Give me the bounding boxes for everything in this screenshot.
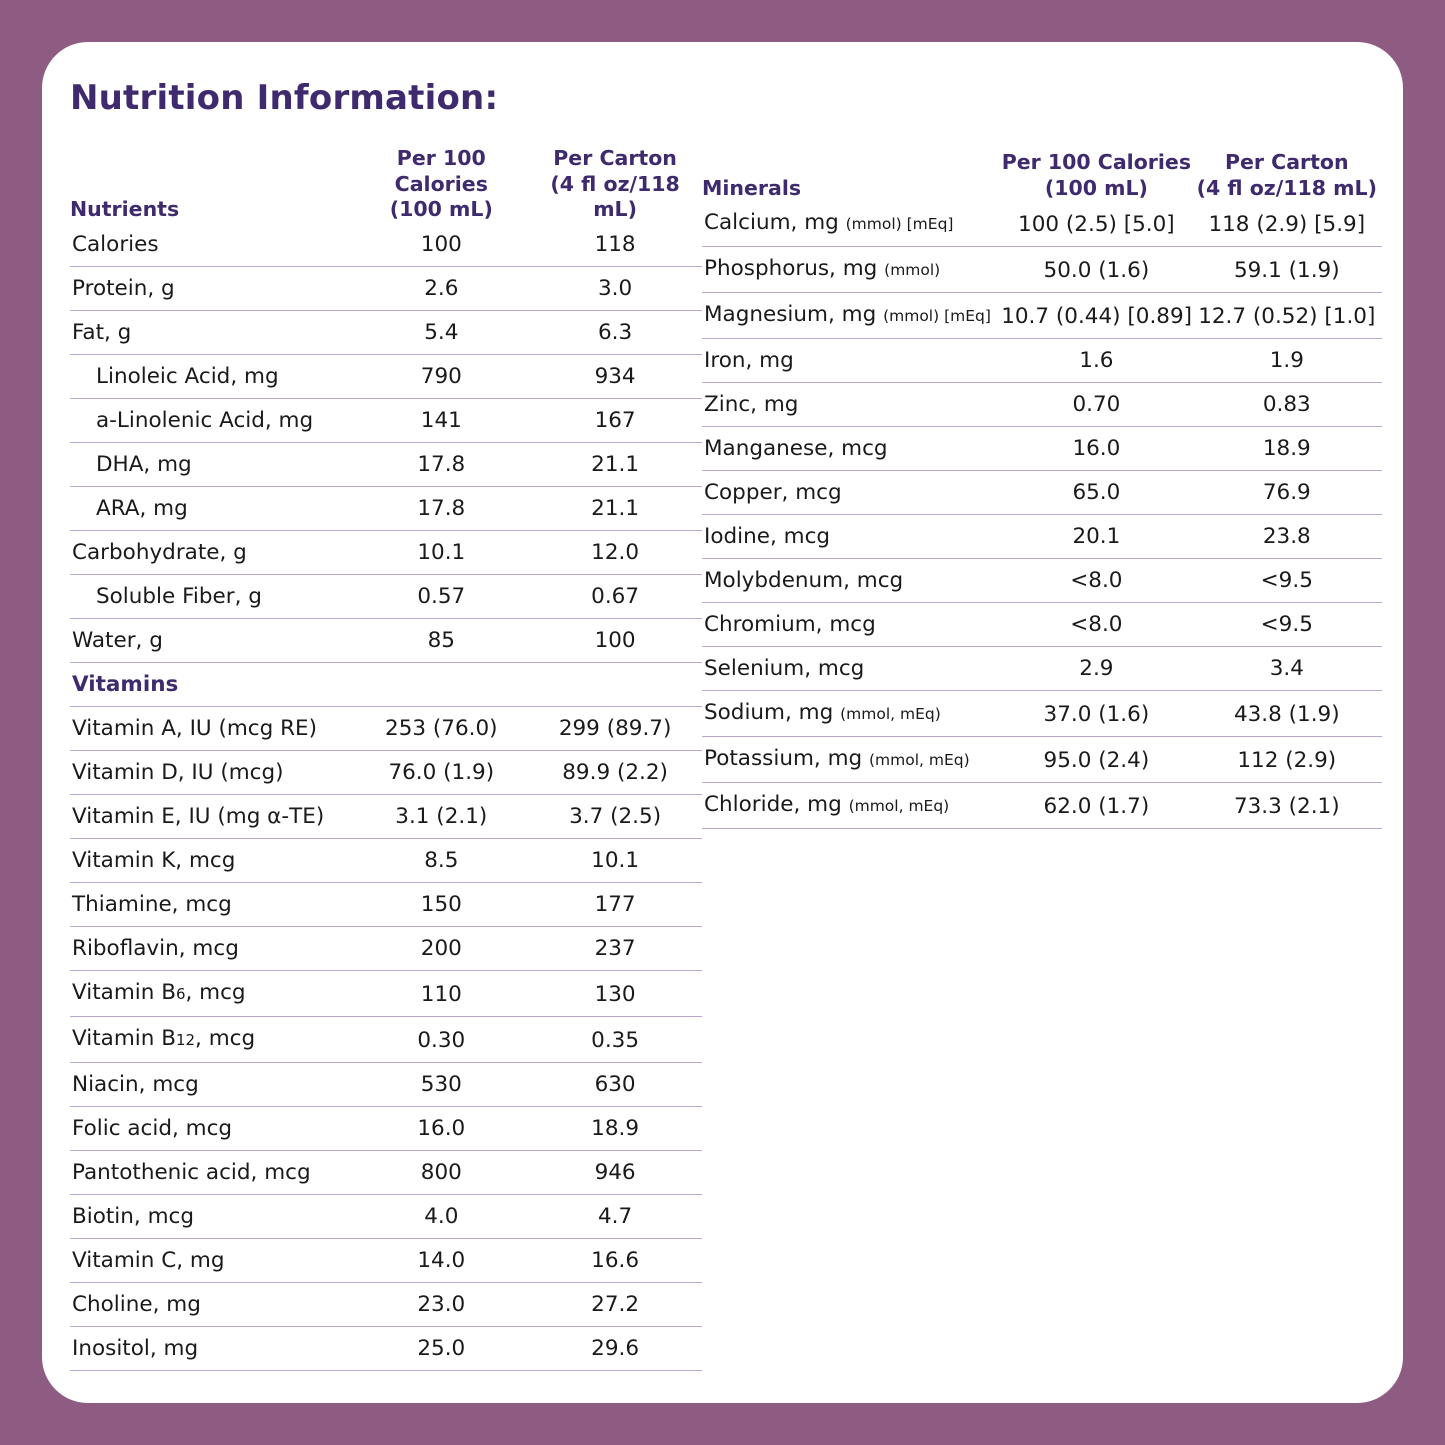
nutrients-table-container bbox=[70, 146, 702, 1371]
row-label: Sodium, mg (mmol, mEq) bbox=[702, 691, 1001, 737]
row-value-per-100-calories: 2.9 bbox=[1001, 647, 1191, 691]
row-label: Calories bbox=[70, 223, 354, 267]
row-label: Potassium, mg (mmol, mEq) bbox=[702, 737, 1001, 783]
table-row bbox=[70, 223, 702, 267]
row-value-per-carton: 118 bbox=[528, 223, 702, 267]
table-row bbox=[70, 1016, 702, 1062]
row-value-per-100-calories: 2.6 bbox=[354, 266, 528, 310]
row-value-per-carton: 6.3 bbox=[528, 310, 702, 354]
row-value-per-100-calories: 4.0 bbox=[354, 1194, 528, 1238]
table-row bbox=[702, 471, 1382, 515]
row-label: Thiamine, mcg bbox=[70, 882, 354, 926]
table-row bbox=[70, 706, 702, 750]
table-row bbox=[70, 398, 702, 442]
row-label: Vitamin D, IU (mcg) bbox=[70, 750, 354, 794]
table-row bbox=[702, 647, 1382, 691]
row-value-per-carton: 167 bbox=[528, 398, 702, 442]
row-label: Inositol, mg bbox=[70, 1326, 354, 1370]
row-value-per-carton: 946 bbox=[528, 1150, 702, 1194]
table-row bbox=[70, 486, 702, 530]
table-row bbox=[702, 737, 1382, 783]
row-value-per-carton: 21.1 bbox=[528, 442, 702, 486]
row-label: Riboflavin, mcg bbox=[70, 926, 354, 970]
table-header-row bbox=[70, 146, 702, 223]
row-label: Vitamin B12, mcg bbox=[70, 1016, 354, 1062]
header-per100-line1: Per 100 Calories bbox=[1001, 150, 1192, 174]
row-value-per-100-calories: 200 bbox=[354, 926, 528, 970]
table-row bbox=[70, 1282, 702, 1326]
table-row bbox=[70, 1062, 702, 1106]
row-value-per-100-calories: 16.0 bbox=[354, 1106, 528, 1150]
row-label: Fat, g bbox=[70, 310, 354, 354]
row-label: Molybdenum, mcg bbox=[702, 559, 1001, 603]
row-value-per-100-calories: 17.8 bbox=[354, 442, 528, 486]
row-label: Selenium, mcg bbox=[702, 647, 1001, 691]
row-value-per-carton: 89.9 (2.2) bbox=[528, 750, 702, 794]
section-label: Vitamins bbox=[70, 662, 354, 706]
table-row bbox=[702, 427, 1382, 471]
table-row bbox=[70, 266, 702, 310]
table-row bbox=[702, 783, 1382, 829]
row-value-per-carton: 100 bbox=[528, 618, 702, 662]
row-value-per-100-calories: 800 bbox=[354, 1150, 528, 1194]
row-label: Choline, mg bbox=[70, 1282, 354, 1326]
header-per100-line1: Per 100 Calories bbox=[394, 146, 488, 196]
table-row bbox=[702, 383, 1382, 427]
row-value-per-100-calories: 790 bbox=[354, 354, 528, 398]
row-value-per-100-calories: 17.8 bbox=[354, 486, 528, 530]
row-label: Magnesium, mg (mmol) [mEq] bbox=[702, 293, 1001, 339]
row-value-per-100-calories: 10.1 bbox=[354, 530, 528, 574]
section-header-vitamins bbox=[70, 662, 702, 706]
row-value-per-100-calories: 20.1 bbox=[1001, 515, 1191, 559]
row-value-per-carton: 16.6 bbox=[528, 1238, 702, 1282]
row-value-per-100-calories: 37.0 (1.6) bbox=[1001, 691, 1191, 737]
row-value-per-carton: 130 bbox=[528, 970, 702, 1016]
row-label: DHA, mg bbox=[70, 442, 354, 486]
row-value-per-carton: 0.67 bbox=[528, 574, 702, 618]
table-row bbox=[70, 838, 702, 882]
row-value-per-carton: <9.5 bbox=[1192, 603, 1382, 647]
row-value-per-100-calories: 95.0 (2.4) bbox=[1001, 737, 1191, 783]
row-value-per-100-calories: 0.30 bbox=[354, 1016, 528, 1062]
table-row bbox=[70, 442, 702, 486]
row-value-per-100-calories: 5.4 bbox=[354, 310, 528, 354]
table-header-row bbox=[702, 150, 1382, 201]
row-value-per-carton: 3.0 bbox=[528, 266, 702, 310]
minerals-header-carton bbox=[1192, 150, 1382, 201]
header-carton-line2: (4 fl oz/118 mL) bbox=[1196, 175, 1377, 200]
row-value-per-carton: 18.9 bbox=[1192, 427, 1382, 471]
row-value-per-100-calories: 110 bbox=[354, 970, 528, 1016]
row-value-per-100-calories: 100 (2.5) [5.0] bbox=[1001, 201, 1191, 247]
row-value-per-100-calories: 0.57 bbox=[354, 574, 528, 618]
minerals-table bbox=[702, 150, 1382, 829]
table-row bbox=[702, 201, 1382, 247]
row-value-per-100-calories: 141 bbox=[354, 398, 528, 442]
row-value-per-carton: 76.9 bbox=[1192, 471, 1382, 515]
table-row bbox=[70, 530, 702, 574]
row-value-per-carton: 1.9 bbox=[1192, 339, 1382, 383]
nutrients-table bbox=[70, 146, 702, 1371]
row-label: Chromium, mcg bbox=[702, 603, 1001, 647]
row-label: Phosphorus, mg (mmol) bbox=[702, 247, 1001, 293]
row-value-per-100-calories: 14.0 bbox=[354, 1238, 528, 1282]
row-value-per-100-calories: 8.5 bbox=[354, 838, 528, 882]
row-label: Iodine, mcg bbox=[702, 515, 1001, 559]
row-label: Linoleic Acid, mg bbox=[70, 354, 354, 398]
row-label: Vitamin E, IU (mg α-TE) bbox=[70, 794, 354, 838]
row-label: Water, g bbox=[70, 618, 354, 662]
row-value-per-100-calories: <8.0 bbox=[1001, 603, 1191, 647]
table-row bbox=[70, 574, 702, 618]
table-row bbox=[70, 882, 702, 926]
row-value-per-100-calories: 23.0 bbox=[354, 1282, 528, 1326]
row-value-per-carton: 177 bbox=[528, 882, 702, 926]
row-label: Vitamin B6, mcg bbox=[70, 970, 354, 1016]
table-row bbox=[70, 1150, 702, 1194]
table-row bbox=[702, 559, 1382, 603]
nutrients-header-label: Nutrients bbox=[70, 197, 180, 222]
row-value-per-100-calories: 0.70 bbox=[1001, 383, 1191, 427]
row-value-per-carton: 0.35 bbox=[528, 1016, 702, 1062]
table-row bbox=[702, 339, 1382, 383]
nutrition-card bbox=[42, 42, 1403, 1403]
row-label: ARA, mg bbox=[70, 486, 354, 530]
row-value-per-carton: 21.1 bbox=[528, 486, 702, 530]
minerals-header-per100 bbox=[1001, 150, 1191, 201]
row-label: Iron, mg bbox=[702, 339, 1001, 383]
row-label: Pantothenic acid, mcg bbox=[70, 1150, 354, 1194]
table-row bbox=[70, 970, 702, 1016]
row-value-per-carton: 299 (89.7) bbox=[528, 706, 702, 750]
row-value-per-carton: 29.6 bbox=[528, 1326, 702, 1370]
table-row bbox=[702, 691, 1382, 737]
row-value-per-carton: 118 (2.9) [5.9] bbox=[1192, 201, 1382, 247]
row-value-per-100-calories: 3.1 (2.1) bbox=[354, 794, 528, 838]
minerals-table-container bbox=[702, 150, 1382, 829]
header-carton-line1: Per Carton bbox=[1224, 150, 1349, 174]
row-label: Biotin, mcg bbox=[70, 1194, 354, 1238]
row-label: Chloride, mg (mmol, mEq) bbox=[702, 783, 1001, 829]
row-label: Carbohydrate, g bbox=[70, 530, 354, 574]
table-row bbox=[702, 515, 1382, 559]
header-carton-line2: (4 fl oz/118 mL) bbox=[550, 171, 680, 222]
table-row bbox=[70, 750, 702, 794]
row-value-per-100-calories: 50.0 (1.6) bbox=[1001, 247, 1191, 293]
row-value-per-carton: 112 (2.9) bbox=[1192, 737, 1382, 783]
row-value-per-100-calories: 10.7 (0.44) [0.89] bbox=[1001, 293, 1191, 339]
row-value-per-carton: 27.2 bbox=[528, 1282, 702, 1326]
table-row bbox=[702, 293, 1382, 339]
row-value-per-100-calories: 85 bbox=[354, 618, 528, 662]
row-value-per-carton: 59.1 (1.9) bbox=[1192, 247, 1382, 293]
row-value-per-carton: 43.8 (1.9) bbox=[1192, 691, 1382, 737]
table-row bbox=[70, 794, 702, 838]
row-label: Soluble Fiber, g bbox=[70, 574, 354, 618]
row-value-per-carton: 630 bbox=[528, 1062, 702, 1106]
nutrients-header-carton bbox=[528, 146, 702, 223]
row-value-per-carton: 3.7 (2.5) bbox=[528, 794, 702, 838]
row-value-per-100-calories: 150 bbox=[354, 882, 528, 926]
row-value-per-carton: 73.3 (2.1) bbox=[1192, 783, 1382, 829]
table-row bbox=[70, 310, 702, 354]
row-label: Protein, g bbox=[70, 266, 354, 310]
table-row bbox=[70, 1106, 702, 1150]
row-value-per-carton: 12.7 (0.52) [1.0] bbox=[1192, 293, 1382, 339]
row-value-per-100-calories: 76.0 (1.9) bbox=[354, 750, 528, 794]
table-row bbox=[702, 247, 1382, 293]
table-row bbox=[70, 354, 702, 398]
header-carton-line1: Per Carton bbox=[553, 146, 677, 170]
row-value-per-100-calories: 25.0 bbox=[354, 1326, 528, 1370]
header-per100-line2: (100 mL) bbox=[389, 197, 493, 222]
row-label: a-Linolenic Acid, mg bbox=[70, 398, 354, 442]
row-label: Copper, mcg bbox=[702, 471, 1001, 515]
table-row bbox=[70, 1326, 702, 1370]
row-value-per-carton: <9.5 bbox=[1192, 559, 1382, 603]
table-row bbox=[702, 603, 1382, 647]
row-value-per-carton: 934 bbox=[528, 354, 702, 398]
minerals-header-label: Minerals bbox=[702, 175, 802, 200]
row-value-per-100-calories: 1.6 bbox=[1001, 339, 1191, 383]
row-label: Folic acid, mcg bbox=[70, 1106, 354, 1150]
row-label: Manganese, mcg bbox=[702, 427, 1001, 471]
row-value-per-carton: 4.7 bbox=[528, 1194, 702, 1238]
row-value-per-100-calories: 16.0 bbox=[1001, 427, 1191, 471]
row-label: Vitamin C, mg bbox=[70, 1238, 354, 1282]
row-value-per-carton: 18.9 bbox=[528, 1106, 702, 1150]
table-row bbox=[70, 926, 702, 970]
row-value-per-100-calories: 253 (76.0) bbox=[354, 706, 528, 750]
row-label: Calcium, mg (mmol) [mEq] bbox=[702, 201, 1001, 247]
row-value-per-100-calories: 100 bbox=[354, 223, 528, 267]
nutrients-header-per100 bbox=[354, 146, 528, 223]
row-value-per-100-calories: 62.0 (1.7) bbox=[1001, 783, 1191, 829]
header-per100-line2: (100 mL) bbox=[1044, 175, 1148, 200]
row-value-per-100-calories: 530 bbox=[354, 1062, 528, 1106]
row-value-per-carton: 237 bbox=[528, 926, 702, 970]
row-value-per-100-calories: 65.0 bbox=[1001, 471, 1191, 515]
row-value-per-carton: 23.8 bbox=[1192, 515, 1382, 559]
row-value-per-carton: 0.83 bbox=[1192, 383, 1382, 427]
row-label: Zinc, mg bbox=[702, 383, 1001, 427]
table-row bbox=[70, 618, 702, 662]
page-title: Nutrition Information: bbox=[70, 78, 499, 118]
row-label: Niacin, mcg bbox=[70, 1062, 354, 1106]
row-value-per-carton: 3.4 bbox=[1192, 647, 1382, 691]
row-value-per-carton: 12.0 bbox=[528, 530, 702, 574]
row-label: Vitamin A, IU (mcg RE) bbox=[70, 706, 354, 750]
row-value-per-100-calories: <8.0 bbox=[1001, 559, 1191, 603]
row-label: Vitamin K, mcg bbox=[70, 838, 354, 882]
table-row bbox=[70, 1238, 702, 1282]
row-value-per-carton: 10.1 bbox=[528, 838, 702, 882]
table-row bbox=[70, 1194, 702, 1238]
